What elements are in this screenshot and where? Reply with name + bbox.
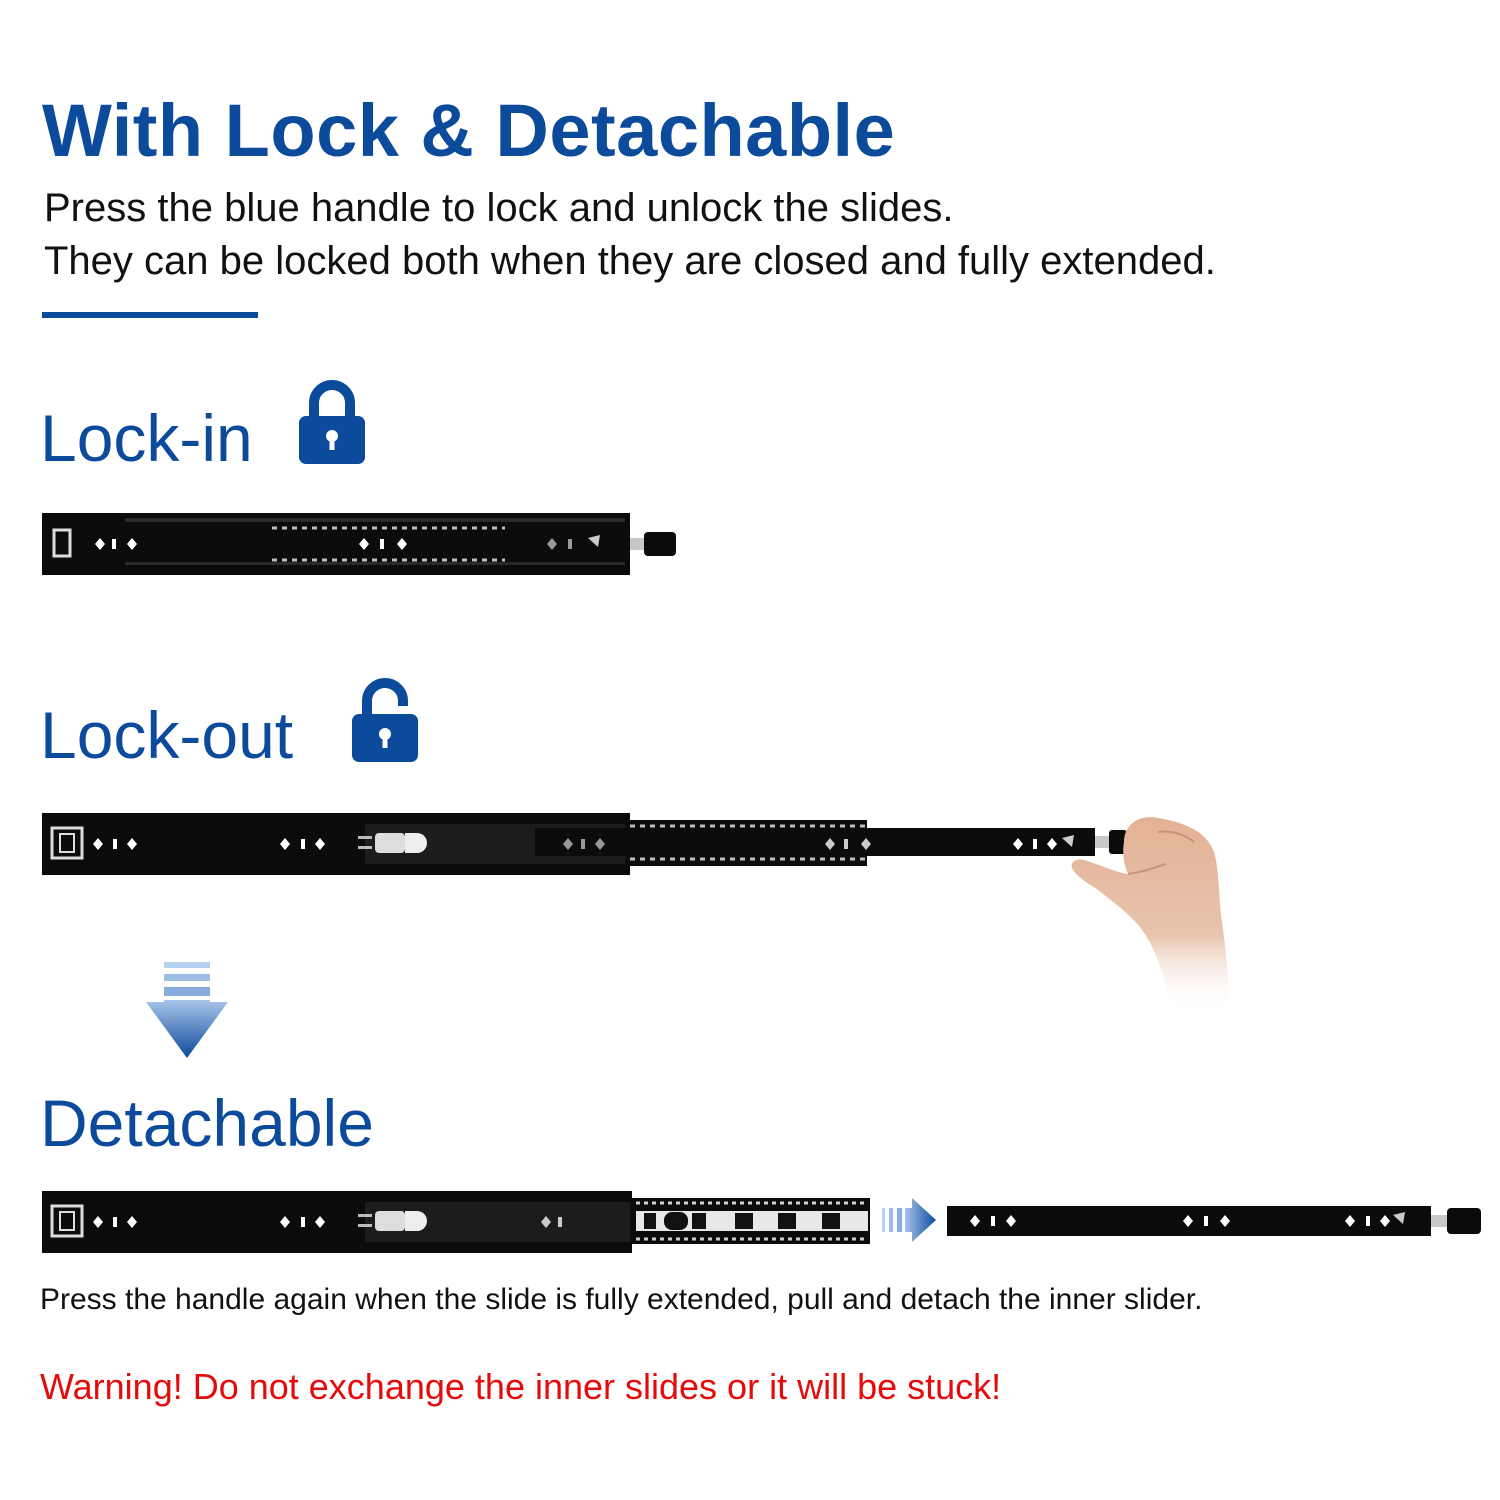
detach-instruction-text: Press the handle again when the slide is fully extended, pull and detach the inner slider.	[40, 1283, 1203, 1316]
slide-closed-lock-in	[40, 508, 680, 578]
subtitle-line-1: Press the blue handle to lock and unlock the slides.	[44, 186, 954, 230]
unlocked-padlock-icon	[350, 674, 420, 764]
page-title: With Lock & Detachable	[42, 89, 896, 172]
lock-out-heading: Lock-out	[40, 698, 294, 772]
slide-extended-lock-out	[40, 808, 1140, 880]
right-arrow-icon	[882, 1198, 938, 1247]
locked-padlock-icon	[297, 376, 367, 466]
slide-inner-member-detached	[945, 1200, 1485, 1244]
down-arrow-icon	[144, 960, 230, 1065]
slide-outer-member	[40, 1186, 875, 1256]
title-underline-divider	[42, 312, 258, 318]
detachable-heading: Detachable	[40, 1086, 374, 1160]
subtitle-line-2: They can be locked both when they are closed and fully extended.	[44, 239, 1216, 283]
lock-in-heading: Lock-in	[40, 401, 253, 475]
warning-text: Warning! Do not exchange the inner slides or it will be stuck!	[40, 1366, 1002, 1407]
hand-illustration	[1062, 812, 1242, 1017]
